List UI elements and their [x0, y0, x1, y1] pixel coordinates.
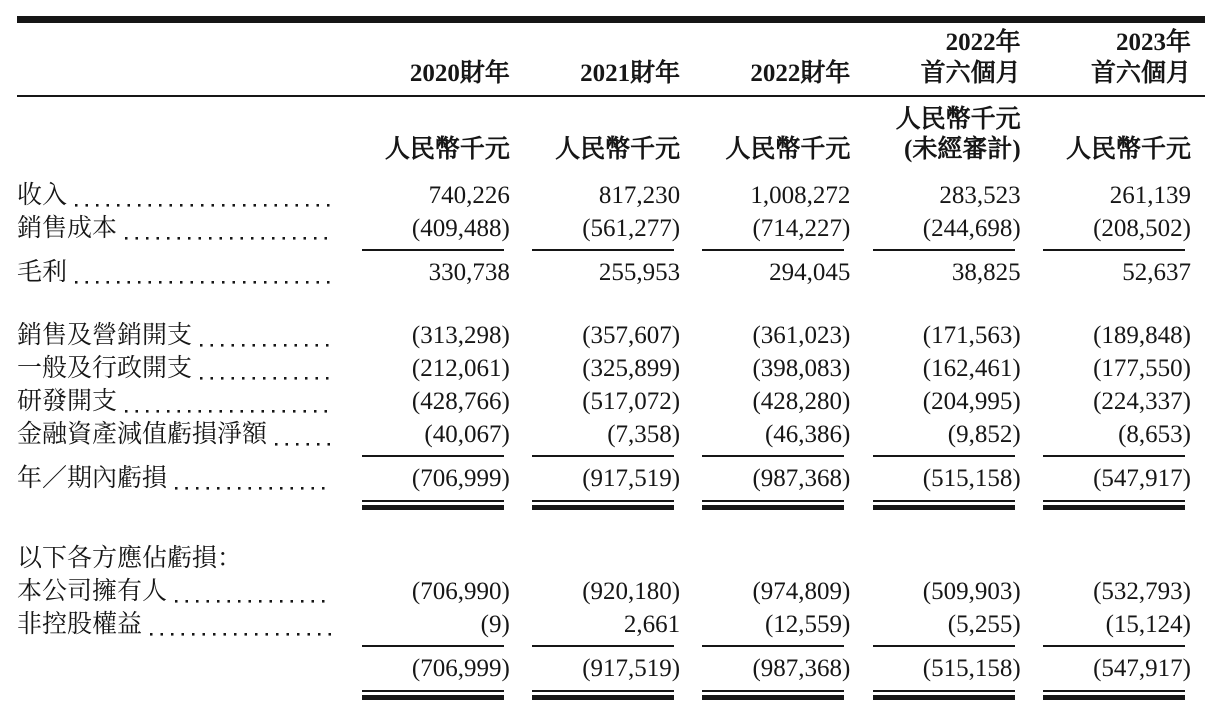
- cell-value: [694, 542, 864, 575]
- table-row-attributable-heading: [17, 542, 1205, 575]
- currency-unit-label: 人民幣千元: [555, 136, 681, 163]
- table-top-rule: [17, 16, 1205, 23]
- table-row-cost-of-sales: [17, 212, 1205, 256]
- dot-leader: [200, 327, 332, 352]
- dot-leader: [275, 426, 332, 451]
- dot-leader: [125, 393, 332, 418]
- column-header-top: 2022年: [945, 29, 1021, 56]
- unit-cell: [1035, 96, 1205, 179]
- cell-value: (8,653): [1035, 418, 1205, 462]
- cell-value: (428,280): [752, 388, 851, 415]
- cell-value: (224,337): [1093, 388, 1191, 415]
- dot-leader: [125, 220, 332, 245]
- dot-leader: [175, 583, 332, 608]
- cell-value: (515,158): [864, 462, 1034, 512]
- section-gap: [17, 289, 1205, 319]
- cell-value: [348, 542, 524, 575]
- cell-value: 283,523: [939, 182, 1021, 209]
- row-label: 一般及行政開支: [17, 352, 348, 385]
- cell-value: (313,298): [411, 322, 510, 349]
- table-row-gross-profit: [17, 256, 1205, 289]
- cell-value: (920,180): [582, 578, 681, 605]
- cell-value: (517,072): [582, 388, 681, 415]
- row-label: 年／期內虧損: [17, 462, 348, 512]
- row-label: 銷售成本: [17, 212, 348, 256]
- cell-value: (204,995): [922, 388, 1021, 415]
- cell-value: (208,502): [1035, 212, 1205, 256]
- cell-value: (46,386): [694, 418, 864, 462]
- column-header-1h2022: [864, 23, 1034, 96]
- dot-leader: [200, 360, 332, 385]
- cell-value: 817,230: [598, 182, 681, 209]
- cell-value: (987,368): [694, 652, 864, 702]
- column-header-fy2021: [524, 23, 694, 96]
- dot-leader: [150, 616, 332, 641]
- row-label: 以下各方應佔虧損：: [17, 545, 243, 572]
- cell-value: 38,825: [951, 259, 1021, 286]
- cell-value: (917,519): [524, 652, 694, 702]
- row-label: 非控股權益: [17, 608, 348, 652]
- header-row-periods: [17, 23, 1205, 96]
- column-header-bottom: 首六個月: [1090, 60, 1191, 87]
- cell-value: (7,358): [524, 418, 694, 462]
- cell-value: (177,550): [1093, 355, 1191, 382]
- cell-value: 52,637: [1122, 259, 1191, 286]
- cell-value: (244,698): [864, 212, 1034, 256]
- cell-value: (547,917): [1035, 462, 1205, 512]
- cell-value: 261,139: [1109, 182, 1191, 209]
- cell-value: (714,227): [694, 212, 864, 256]
- cell-value: (12,559): [694, 608, 864, 652]
- cell-value: (9,852): [864, 418, 1034, 462]
- unaudited-note: (未經審計): [904, 136, 1021, 163]
- cell-value: (357,607): [582, 322, 681, 349]
- dot-leader: [75, 264, 332, 289]
- row-label: 收入: [17, 179, 348, 212]
- unit-cell: [524, 96, 694, 179]
- column-header-fy2022: [694, 23, 864, 96]
- unit-cell: [864, 96, 1034, 179]
- cell-value: (9): [348, 608, 524, 652]
- currency-unit-label: 人民幣千元: [384, 136, 510, 163]
- row-label: 金融資產減值虧損淨額: [17, 418, 348, 462]
- table-row-non-controlling-interests: [17, 608, 1205, 652]
- column-header-fy2020: [348, 23, 524, 96]
- table-row-total-loss: [17, 652, 1205, 702]
- cell-value: (409,488): [348, 212, 524, 256]
- cell-value: 740,226: [428, 182, 510, 209]
- income-statement-table: [17, 23, 1205, 702]
- currency-unit-label: 人民幣千元: [725, 136, 851, 163]
- cell-value: (509,903): [922, 578, 1021, 605]
- table-row-impairment-losses: [17, 418, 1205, 462]
- dot-leader: [175, 470, 332, 495]
- cell-value: (532,793): [1093, 578, 1191, 605]
- cell-value: (561,277): [524, 212, 694, 256]
- header-row-units: [17, 96, 1205, 179]
- column-header-1h2023: [1035, 23, 1205, 96]
- column-header-bottom: 2020財年: [409, 60, 510, 87]
- table-row-owners-of-company: [17, 575, 1205, 608]
- cell-value: (15,124): [1035, 608, 1205, 652]
- row-label: 銷售及營銷開支: [17, 319, 348, 352]
- table-row-rd-expenses: [17, 385, 1205, 418]
- row-label: [17, 652, 348, 702]
- cell-value: (974,809): [752, 578, 851, 605]
- cell-value: (398,083): [752, 355, 851, 382]
- row-label: 毛利: [17, 256, 348, 289]
- cell-value: 330,738: [428, 259, 510, 286]
- cell-value: (212,061): [411, 355, 510, 382]
- table-row-selling-marketing-expenses: [17, 319, 1205, 352]
- table-row-revenue: [17, 179, 1205, 212]
- column-header-top: 2023年: [1115, 29, 1191, 56]
- cell-value: (515,158): [864, 652, 1034, 702]
- cell-value: (325,899): [582, 355, 681, 382]
- column-header-bottom: 首六個月: [920, 60, 1021, 87]
- currency-unit-label: 人民幣千元: [1065, 136, 1191, 163]
- unit-cell: [694, 96, 864, 179]
- cell-value: (428,766): [411, 388, 510, 415]
- cell-value: (189,848): [1093, 322, 1191, 349]
- table-row-general-admin-expenses: [17, 352, 1205, 385]
- cell-value: (706,999): [348, 462, 524, 512]
- dot-leader: [75, 187, 332, 212]
- section-gap: [17, 512, 1205, 542]
- row-label: 本公司擁有人: [17, 575, 348, 608]
- cell-value: [1035, 542, 1205, 575]
- cell-value: 255,953: [598, 259, 681, 286]
- cell-value: (5,255): [864, 608, 1034, 652]
- cell-value: (40,067): [348, 418, 524, 462]
- cell-value: (171,563): [922, 322, 1021, 349]
- cell-value: (917,519): [524, 462, 694, 512]
- unit-cell: [348, 96, 524, 179]
- currency-unit-label: 人民幣千元: [895, 106, 1021, 133]
- cell-value: (706,999): [348, 652, 524, 702]
- cell-value: (547,917): [1035, 652, 1205, 702]
- cell-value: (987,368): [694, 462, 864, 512]
- header-label-spacer: [17, 23, 348, 96]
- cell-value: (361,023): [752, 322, 851, 349]
- cell-value: [864, 542, 1034, 575]
- cell-value: [524, 542, 694, 575]
- cell-value: (162,461): [922, 355, 1021, 382]
- unit-label-spacer: [17, 96, 348, 179]
- table-row-loss-for-period: [17, 462, 1205, 512]
- cell-value: (706,990): [411, 578, 510, 605]
- cell-value: 1,008,272: [750, 182, 851, 209]
- cell-value: 2,661: [524, 608, 694, 652]
- column-header-bottom: 2022財年: [750, 60, 851, 87]
- column-header-bottom: 2021財年: [580, 60, 681, 87]
- cell-value: 294,045: [769, 259, 851, 286]
- row-label: 研發開支: [17, 385, 348, 418]
